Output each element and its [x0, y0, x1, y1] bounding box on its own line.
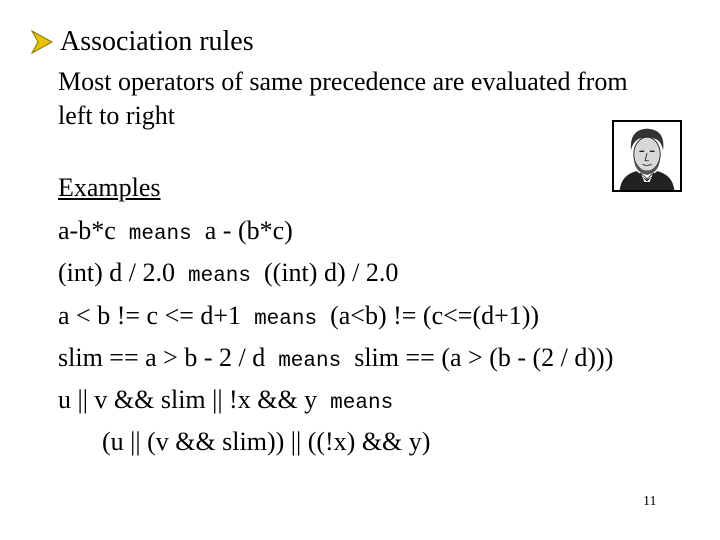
example-row	[58, 340, 613, 380]
portrait-engraving-icon	[612, 120, 682, 192]
example-row	[58, 255, 398, 295]
example-expression: a < b != c <= d+1	[58, 301, 242, 330]
example-row	[58, 213, 293, 253]
means-keyword: means	[278, 350, 342, 373]
example-result: ((int) d) / 2.0	[264, 258, 399, 287]
slide-number: 11	[643, 494, 657, 509]
example-expression: slim == a > b - 2 / d	[58, 343, 266, 372]
example-result: a - (b*c)	[204, 216, 293, 245]
heading-row	[30, 22, 254, 62]
example-result-continued: (u || (v && slim)) || ((!x) && y)	[102, 427, 431, 456]
example-expression: (int) d / 2.0	[58, 258, 175, 287]
example-result: slim == (a > (b - (2 / d)))	[354, 343, 614, 372]
means-keyword: means	[128, 223, 192, 246]
example-expression: a-b*c	[58, 216, 116, 245]
section-heading: Association rules	[60, 26, 254, 57]
means-keyword: means	[330, 392, 394, 415]
example-expression: u || v && slim || !x && y	[58, 385, 318, 414]
example-row	[58, 298, 539, 338]
means-keyword: means	[188, 265, 252, 288]
arrow-bullet-icon	[30, 29, 54, 55]
means-keyword: means	[254, 308, 318, 331]
description-line-2: left to right	[58, 101, 175, 130]
description-line-1: Most operators of same precedence are evaluated from	[58, 67, 628, 96]
examples-label: Examples	[58, 173, 161, 202]
example-row	[58, 382, 393, 422]
example-result: (a<b) != (c<=(d+1))	[330, 301, 540, 330]
